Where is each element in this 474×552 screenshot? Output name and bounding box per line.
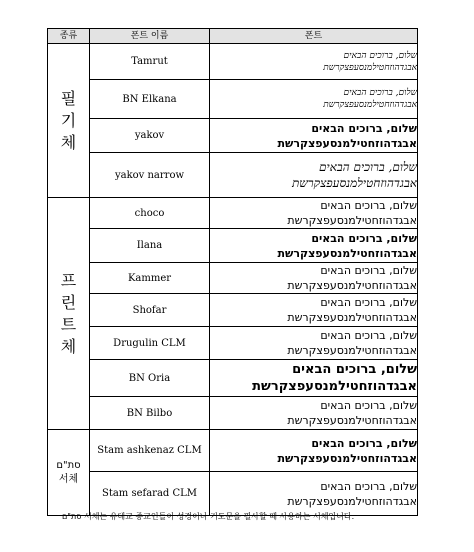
font-name: BN Elkana <box>90 80 210 119</box>
font-name: Stam sefarad CLM <box>90 472 210 516</box>
sample-line-2: אבגדהוזחטילמנסעפצקרשת <box>287 214 417 227</box>
sample-line-1: שלום, ברוכים הבאים <box>343 88 417 98</box>
font-sample <box>210 294 418 327</box>
table-row <box>48 80 418 119</box>
sample-line-1: שלום, ברוכים הבאים <box>320 479 417 493</box>
sample-line-2: אבגדהוזחטילמנסעפצקרשת <box>323 62 417 73</box>
table-row <box>48 397 418 430</box>
sample-line-2: אבגדהוזחטילמנסעפצקרשת <box>287 494 417 508</box>
sample-line-1: שלום, ברוכים הבאים <box>320 264 417 277</box>
sample-line-2: אבגדהוזחטילמנסעפצקרשת <box>252 379 417 394</box>
header-font: 폰트 <box>210 29 418 44</box>
sample-line-2: אבגדהוזחטילמנסעפצקרשת <box>277 246 417 260</box>
font-name: Drugulin CLM <box>90 327 210 360</box>
sample-line-1: שלום, ברוכים הבאים <box>311 121 417 135</box>
font-table <box>47 28 418 516</box>
category-char: 필 <box>60 88 77 108</box>
font-sample <box>210 153 418 198</box>
sample-line-2: אבגדהוזחטילמנסעפצקרשת <box>291 176 417 190</box>
table-row <box>48 44 418 80</box>
category-stam-prefix: סת"ם <box>56 459 81 471</box>
table-row <box>48 119 418 153</box>
table-row <box>48 263 418 294</box>
table-header-row <box>48 29 418 44</box>
font-sample <box>210 360 418 397</box>
category-char: 린 <box>60 292 77 312</box>
font-name: Tamrut <box>90 44 210 80</box>
table-row <box>48 153 418 198</box>
font-sample <box>210 430 418 472</box>
font-name: choco <box>90 198 210 229</box>
sample-line-1: שלום, ברוכים הבאים <box>320 296 417 309</box>
font-sample <box>210 397 418 430</box>
font-sample <box>210 327 418 360</box>
font-name: Kammer <box>90 263 210 294</box>
font-sample <box>210 44 418 80</box>
font-name: BN Oria <box>90 360 210 397</box>
font-name: BN Bilbo <box>90 397 210 430</box>
category-print <box>48 198 90 430</box>
sample-line-1: שלום, ברוכים הבאים <box>343 50 417 61</box>
table-row <box>48 327 418 360</box>
header-font-name: 폰트 이름 <box>90 29 210 44</box>
font-sample <box>210 263 418 294</box>
sample-line-2: אבגדהוזחטילמנסעפצקרשת <box>287 414 417 427</box>
category-handwriting <box>48 44 90 198</box>
font-sample <box>210 229 418 263</box>
sample-line-2: אבגדהוזחטילמנסעפצקרשת <box>287 279 417 292</box>
font-name: yakov narrow <box>90 153 210 198</box>
table-row <box>48 360 418 397</box>
sample-line-1: שלום, ברוכים הבאים <box>318 160 417 174</box>
sample-line-2: אבגדהוזחטילמנסעפצקרשת <box>287 311 417 324</box>
footnote: סת"ם 서체는 유대교 종교인들이 성경이나 기도문을 필사할 때 사용하는 서체입니다. <box>62 512 355 521</box>
table-row <box>48 229 418 263</box>
font-name: Shofar <box>90 294 210 327</box>
header-type: 종류 <box>48 29 90 44</box>
sample-line-2: אבגדהוזחטילמנסעפצקרשת <box>287 344 417 357</box>
sample-line-2: אבגדהוזחטילמנסעפצקרשת <box>323 100 417 110</box>
category-char: 체 <box>60 132 77 152</box>
table-row <box>48 430 418 472</box>
category-stam-suffix: 서체 <box>58 473 79 485</box>
font-sample <box>210 472 418 516</box>
sample-line-1: שלום, ברוכים הבאים <box>292 362 417 377</box>
sample-line-2: אבגדהוזחטילמנסעפצקרשת <box>277 451 417 465</box>
category-stam <box>48 430 90 516</box>
sample-line-1: שלום, ברוכים הבאים <box>311 231 417 245</box>
sample-line-1: שלום, ברוכים הבאים <box>320 399 417 412</box>
font-name: Stam ashkenaz CLM <box>90 430 210 472</box>
table-row <box>48 472 418 516</box>
font-sample <box>210 198 418 229</box>
category-char: 트 <box>60 314 77 334</box>
sample-line-1: שלום, ברוכים הבאים <box>320 199 417 212</box>
font-sample <box>210 119 418 153</box>
table-row <box>48 294 418 327</box>
category-char: 기 <box>60 110 77 130</box>
category-char: 프 <box>60 270 77 290</box>
font-name: Ilana <box>90 229 210 263</box>
sample-line-1: שלום, ברוכים הבאים <box>320 329 417 342</box>
font-name: yakov <box>90 119 210 153</box>
sample-line-2: אבגדהוזחטילמנסעפצקרשת <box>277 136 417 150</box>
sample-line-1: שלום, ברוכים הבאים <box>311 436 417 450</box>
table-row <box>48 198 418 229</box>
category-char: 체 <box>60 336 77 356</box>
font-sample <box>210 80 418 119</box>
